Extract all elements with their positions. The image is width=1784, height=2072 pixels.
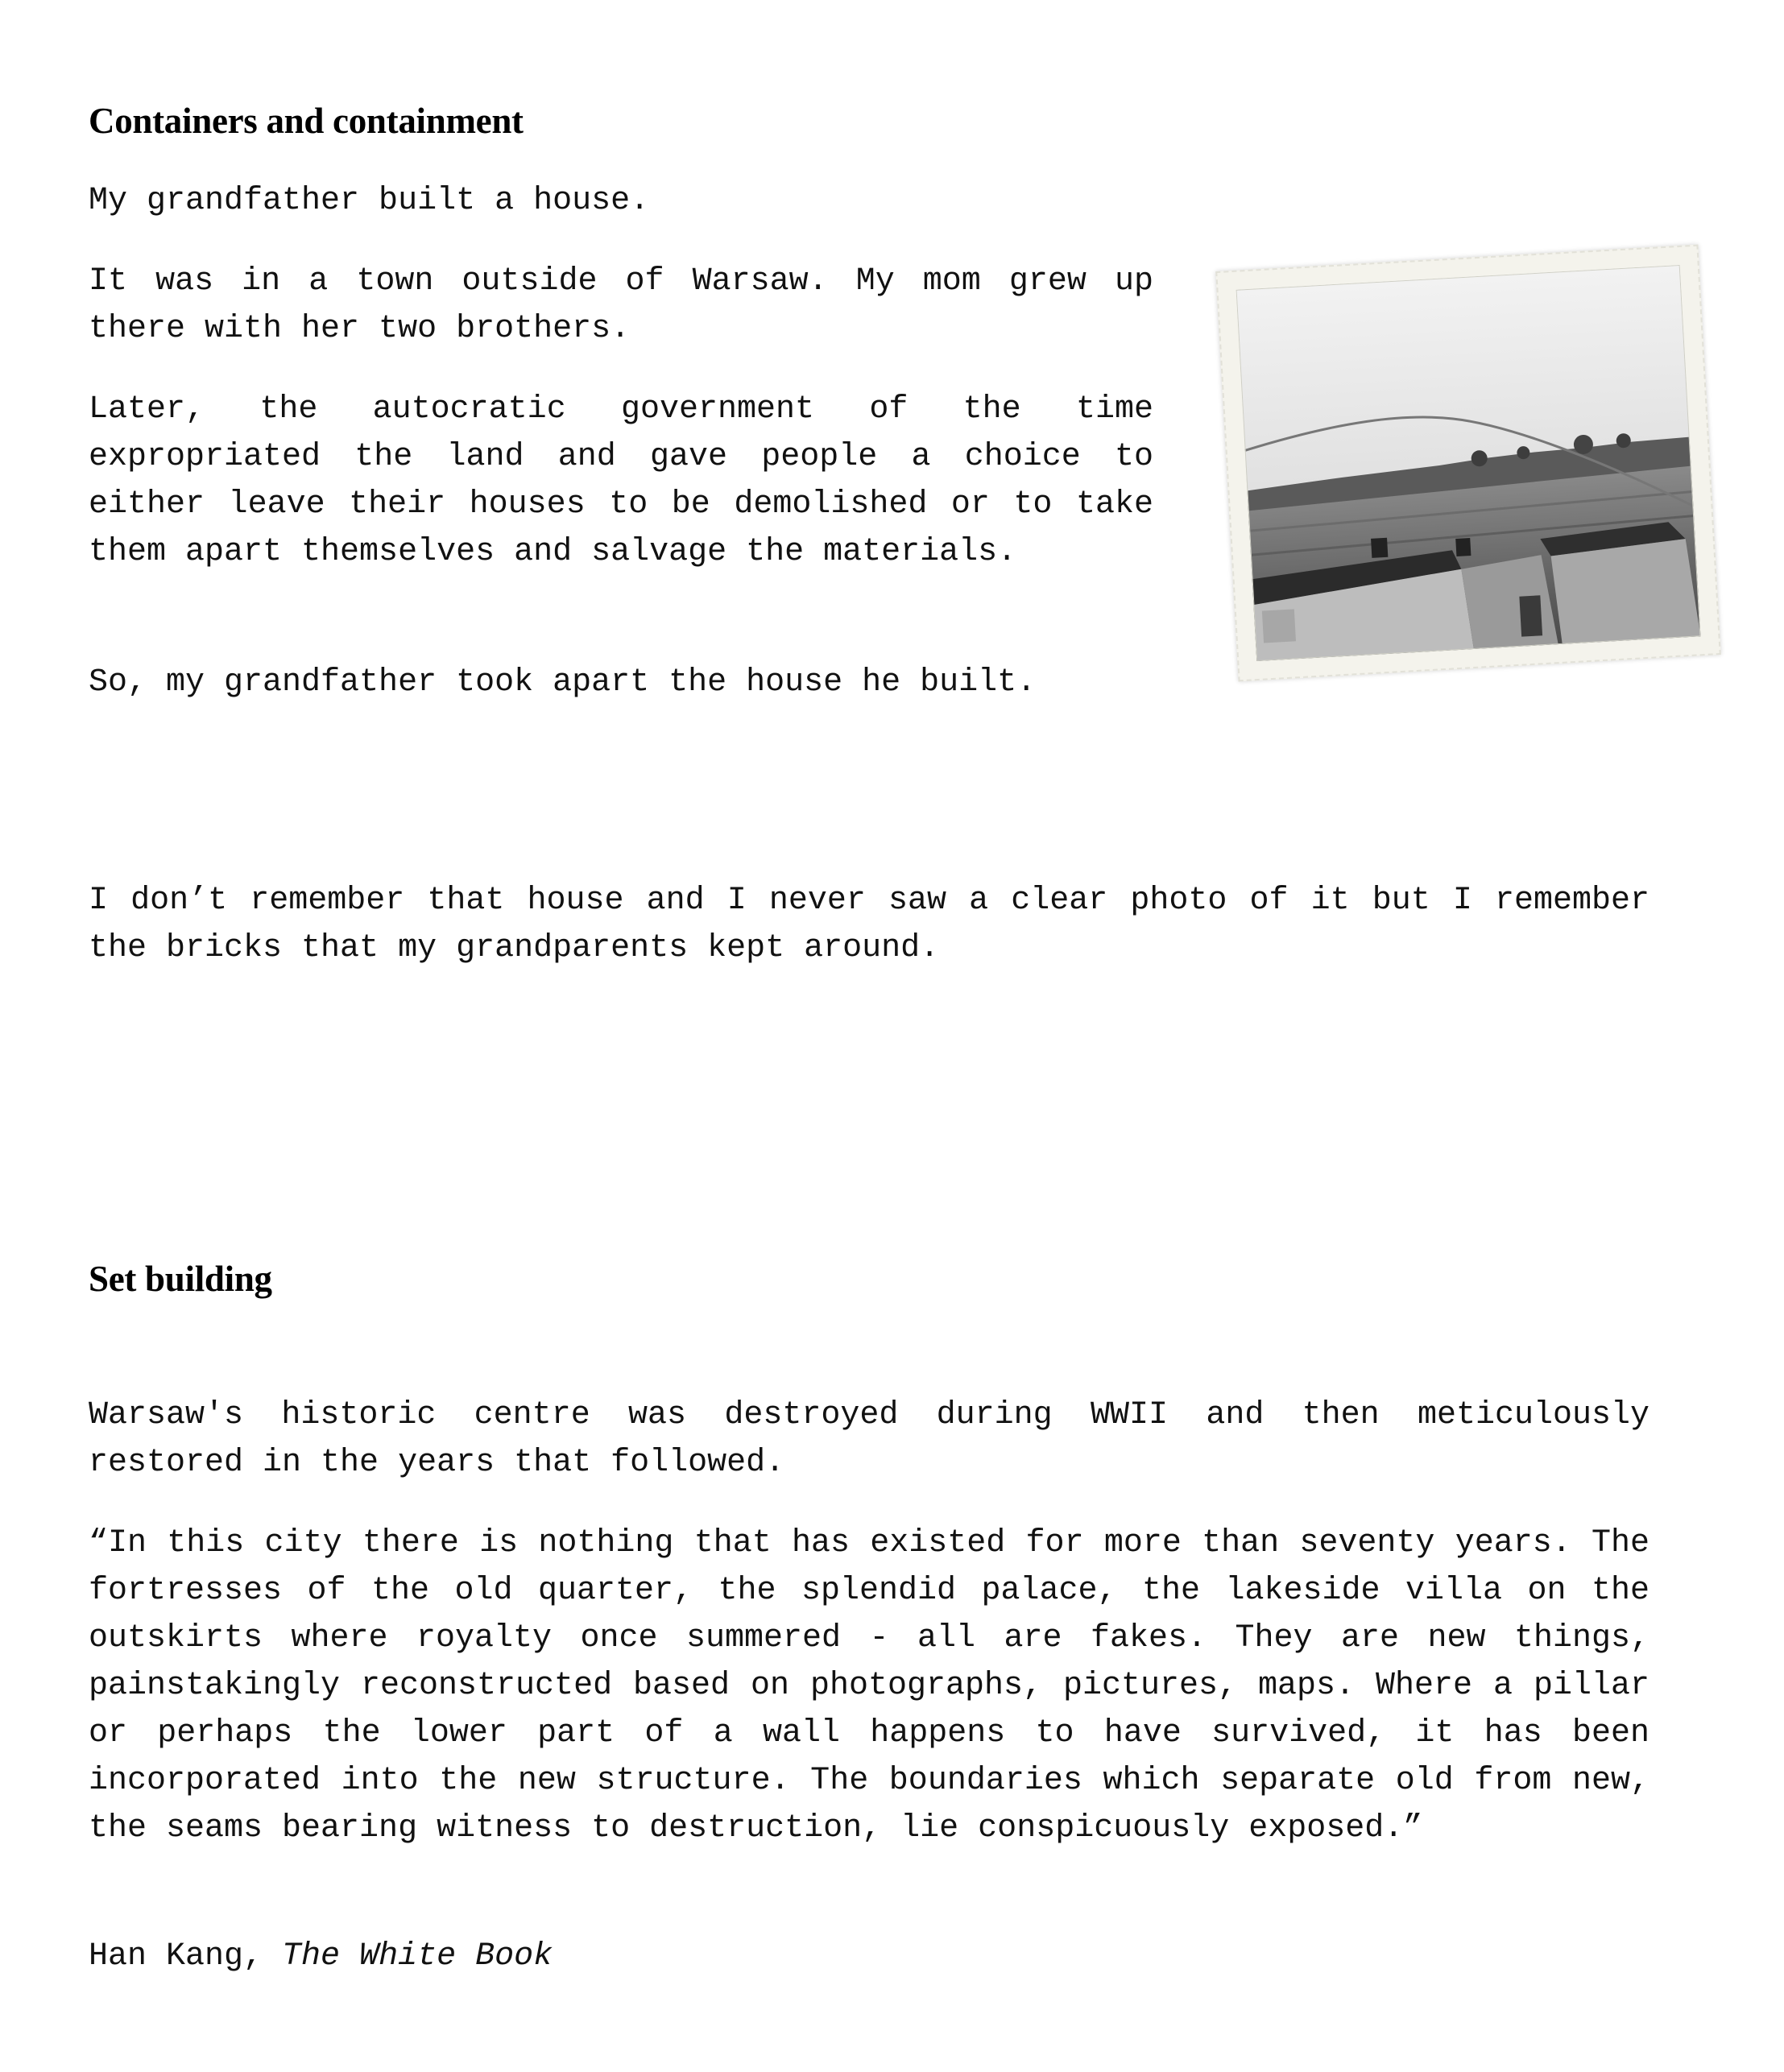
quote-white-book: “In this city there is nothing that has existed for more than seventy years. The fortresses of the old quarter, the splendid palace, the lakeside villa on the outskirts where royalty once summered - all are fakes. They are new things, painstakingly reconstructed based on photographs, pictures, maps. Where a pillar or perhaps the lower part of a wall happens to have survived, it has been incorporated into the new structure. The boundaries which separate old from new, the seams bearing witness to destruction, lie conspicuously exposed.”: [89, 1525, 1649, 1847]
paragraph-took-apart: So, my grandfather took apart the house he built.: [89, 664, 1037, 701]
citation-title: The White Book: [282, 1938, 553, 1975]
house-photo: [1220, 240, 1732, 679]
section-heading-containers: Containers and containment: [89, 101, 524, 141]
citation: [89, 1933, 1649, 1980]
paragraph-remember-bricks: I don’t remember that house and I never saw a clear photo of it but I remember the bricks that my grandparents kept around.: [89, 883, 1649, 966]
paragraph-grandfather-built: My grandfather built a house.: [89, 183, 650, 219]
citation-author: Han Kang,: [89, 1938, 283, 1975]
photo-print-frame: [1215, 245, 1721, 682]
paragraph-warsaw-restored: Warsaw's historic centre was destroyed during WWII and then meticulously restored in the years that followed.: [89, 1397, 1649, 1481]
rooftop-photo-icon: [1236, 265, 1701, 661]
paragraph-town-outside-warsaw: It was in a town outside of Warsaw. My mom grew up there with her two brothers.: [89, 263, 1153, 347]
paragraph-expropriation: Later, the autocratic government of the time expropriated the land and gave people a choice to either leave their houses to be demolished or to take them apart themselves and salvage the materials.: [89, 391, 1153, 570]
section-heading-set-building: Set building: [89, 1259, 272, 1299]
rooftop-photo-image: [1236, 265, 1701, 661]
